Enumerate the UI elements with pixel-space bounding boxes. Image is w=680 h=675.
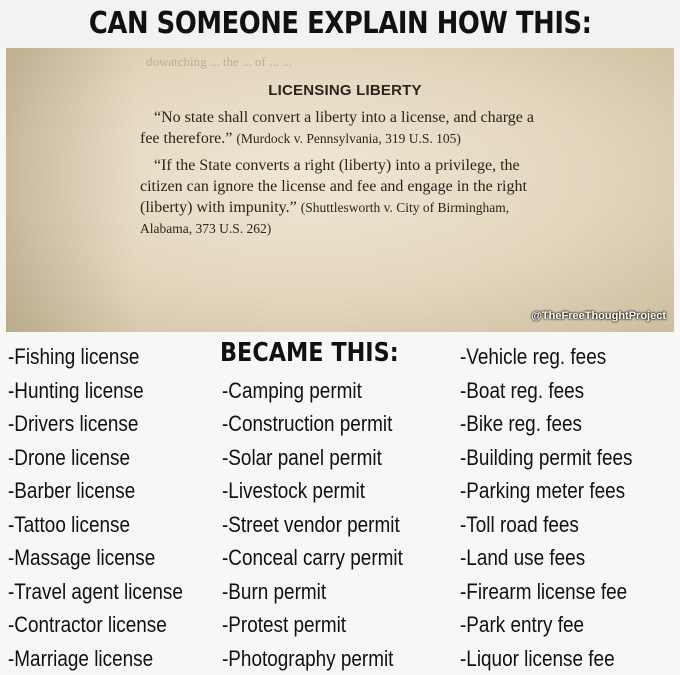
list-item: -Bike reg. fees [460,407,632,441]
quote-murdock-citation: (Murdock v. Pennsylvania, 319 U.S. 105) [236,131,460,146]
quote-shuttlesworth [140,155,550,239]
book-text-block [140,78,550,245]
book-heading: LICENSING LIBERTY [140,82,550,99]
quote-murdock [140,107,550,149]
quote-shuttlesworth-citation: (Shuttlesworth v. City of Birmingham, Alabama, 373 U.S. 262) [140,200,509,236]
watermark-credit: @TheFreeThoughtProject [531,310,666,322]
list-item: -Park entry fee [460,608,632,642]
list-item: -Hunting license [8,374,183,408]
list-item: -Tattoo license [8,508,183,542]
list-item: -Drone license [8,441,183,475]
list-item: -Massage license [8,541,183,575]
list-item: -Liquor license fee [460,642,632,675]
fees-list [460,340,661,675]
permits-list [222,374,432,675]
list-item: -Drivers license [8,407,183,441]
became-this-heading: BECAME THIS: [220,338,399,368]
quote-murdock-text: “No state shall convert a liberty into a license, and charge a fee therefore.” [140,109,534,147]
list-item: -Land use fees [460,541,632,575]
licenses-list [8,340,211,675]
meme-header [0,0,680,48]
quote-shuttlesworth-text: “If the State converts a right (liberty) into a privilege, the citizen can ignore the license and fee and engage in the right (liberty) with impunity.” [140,157,527,216]
list-item: -Marriage license [8,642,183,675]
list-item: -Firearm license fee [460,575,632,609]
list-item: -Travel agent license [8,575,183,609]
book-page-photo [6,48,674,332]
list-item: -Contractor license [8,608,183,642]
list-item: -Boat reg. fees [460,374,632,408]
list-item: -Barber license [8,474,183,508]
list-item: -Toll road fees [460,508,632,542]
page-curve-shadow [6,48,136,332]
list-item: -Livestock permit [222,474,403,508]
list-item: -Photography permit [222,642,403,675]
list-item: -Fishing license [8,340,183,374]
list-item: -Protest permit [222,608,403,642]
list-item: -Parking meter fees [460,474,632,508]
list-item: -Conceal carry permit [222,541,403,575]
list-item: -Burn permit [222,575,403,609]
list-item: -Camping permit [222,374,403,408]
header-title: CAN SOMEONE EXPLAIN HOW THIS: [89,6,592,41]
list-item: -Vehicle reg. fees [460,340,632,374]
faded-previous-text: dowatching ... the ... of ... ... [146,54,566,94]
list-item: -Building permit fees [460,441,632,475]
list-item: -Street vendor permit [222,508,403,542]
list-item: -Solar panel permit [222,441,403,475]
list-item: -Construction permit [222,407,403,441]
